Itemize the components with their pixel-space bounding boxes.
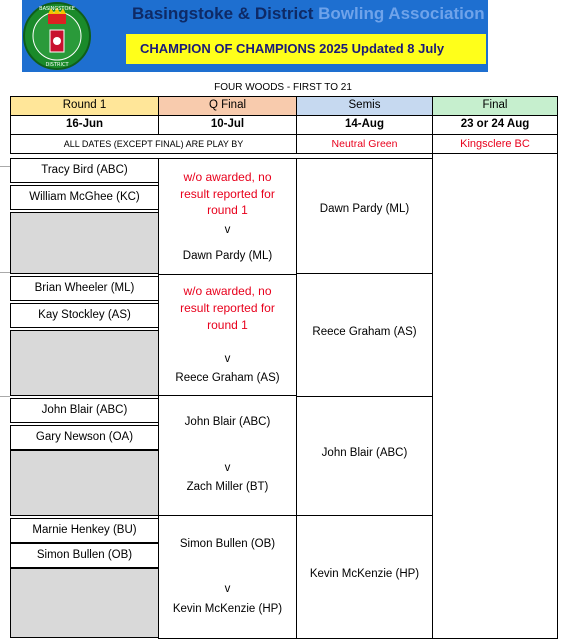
semis-slot: John Blair (ABC) [296,396,433,516]
list-item: Simon Bullen (OB) [10,543,159,568]
bye-slot [10,330,159,396]
side-tick [0,272,10,273]
svg-text:DISTRICT: DISTRICT [45,62,69,68]
qfinal-match: w/o awarded, no result reported for round 1 v Dawn Pardy (ML) [158,158,297,275]
semis-slot: Dawn Pardy (ML) [296,158,433,274]
round-header-final: Final [432,96,558,116]
header-banner [22,0,488,72]
qfinal-top: w/o awarded, no result reported for round 1 [180,284,275,332]
list-item: Brian Wheeler (ML) [10,276,159,301]
bye-slot [10,450,159,516]
bye-slot [10,568,159,638]
page-title: CHAMPION OF CHAMPIONS 2025 Updated 8 July [140,41,445,56]
side-tick [0,396,10,397]
list-item: Kay Stockley (AS) [10,303,159,328]
round-header-round1: Round 1 [10,96,159,116]
side-tick [0,166,10,167]
semis-slot: Reece Graham (AS) [296,273,433,397]
semis-slot: Kevin McKenzie (HP) [296,515,433,639]
final-venue: Kingsclere BC [432,134,558,154]
list-item: Tracy Bird (ABC) [10,158,159,183]
bracket-grid [10,96,558,643]
round-date: 16-Jun [10,115,159,135]
qfinal-top: w/o awarded, no result reported for round 1 [180,169,275,218]
round-date: 23 or 24 Aug [432,115,558,135]
list-item: Gary Newson (OA) [10,425,159,450]
qfinal-match: Simon Bullen (OB) v Kevin McKenzie (HP) [158,515,297,639]
svg-text:BASINGSTOKE: BASINGSTOKE [39,6,75,12]
association-name: Basingstoke & District Bowling Association [132,4,485,23]
qfinal-match: John Blair (ABC) v Zach Miller (BT) [158,395,297,516]
final-slot [432,153,558,639]
list-item: William McGhee (KC) [10,185,159,210]
bye-slot [10,212,159,274]
qfinal-match: w/o awarded, no result reported for round 1 v Reece Graham (AS) [158,274,297,396]
list-item: Marnie Henkey (BU) [10,518,159,543]
list-item: John Blair (ABC) [10,398,159,423]
play-by-note: ALL DATES (EXCEPT FINAL) ARE PLAY BY [10,134,297,154]
round-date: 14-Aug [296,115,433,135]
round-header-semis: Semis [296,96,433,116]
bowling-association-crest-icon [22,0,92,72]
round-date: 10-Jul [158,115,297,135]
format-subtitle: FOUR WOODS - FIRST TO 21 [214,82,352,93]
title-banner [126,34,486,64]
round-header-qfinal: Q Final [158,96,297,116]
semis-venue: Neutral Green [296,134,433,154]
